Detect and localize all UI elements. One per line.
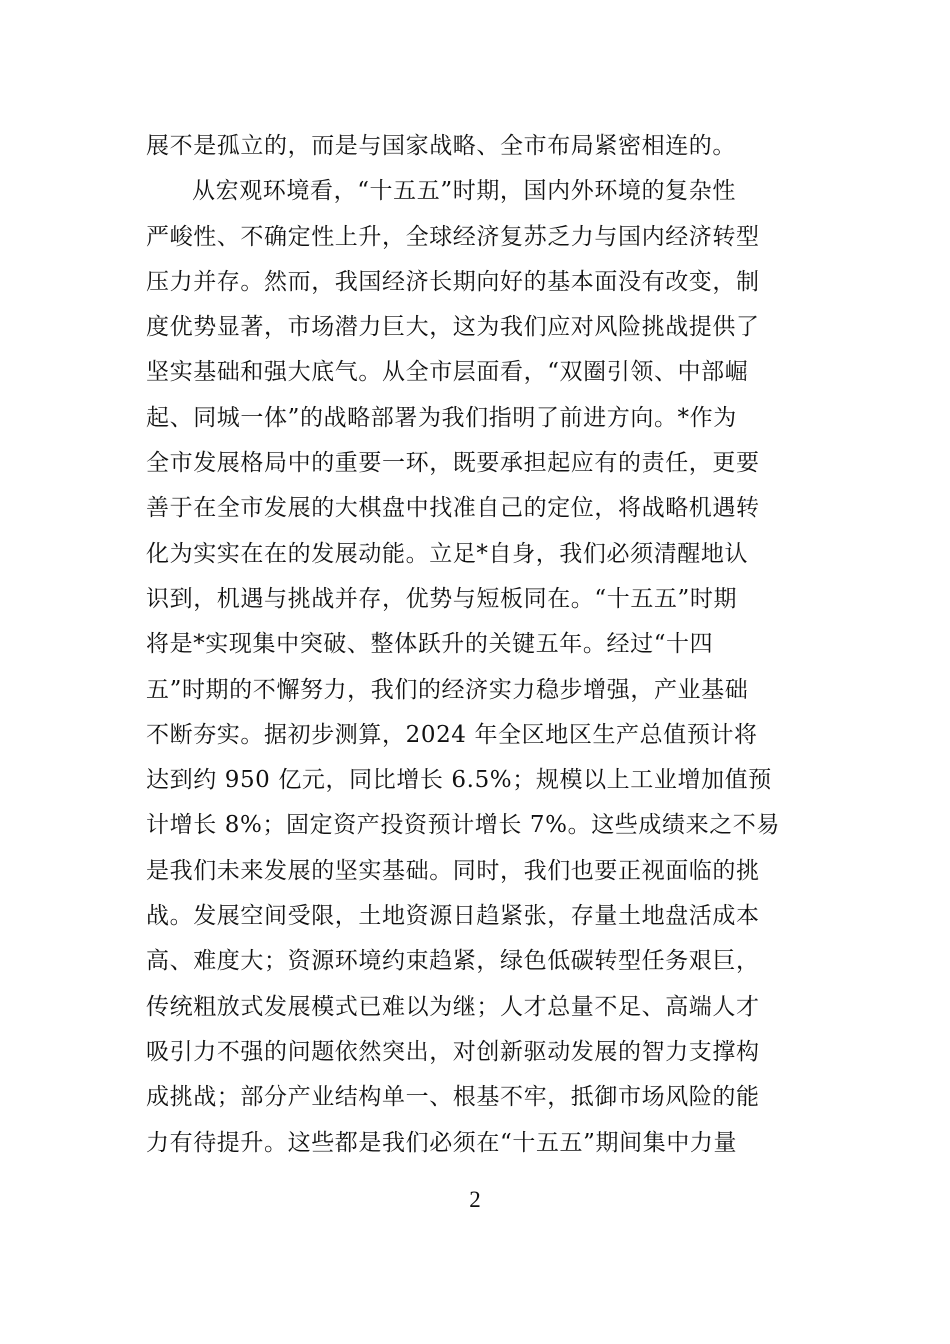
text-line-15: 达到约 950 亿元，同比增长 6.5%；规模以上工业增加值预 bbox=[146, 767, 772, 794]
text-line-8: 全市发展格局中的重要一环，既要承担起应有的责任，更要 bbox=[146, 450, 760, 477]
text-line-23: 力有待提升。这些都是我们必须在“十五五”期间集中力量 bbox=[146, 1129, 738, 1156]
text-line-14: 不断夯实。据初步测算，2024 年全区地区生产总值预计将 bbox=[146, 721, 758, 748]
text-line-22: 成挑战；部分产业结构单一、根基不牢，抵御市场风险的能 bbox=[146, 1084, 760, 1111]
text-line-16: 计增长 8%；固定资产投资预计增长 7%。这些成绩来之不易 bbox=[146, 812, 780, 839]
text-line-1: 展不是孤立的，而是与国家战略、全市布局紧密相连的。 bbox=[146, 133, 736, 159]
text-line-17: 是我们未来发展的坚实基础。同时，我们也要正视面临的挑 bbox=[146, 857, 760, 884]
text-line-3: 严峻性、不确定性上升，全球经济复苏乏力与国内经济转型 bbox=[146, 223, 760, 250]
text-line-11: 识到，机遇与挑战并存，优势与短板同在。“十五五”时期 bbox=[146, 585, 738, 612]
text-line-18: 战。发展空间受限，土地资源日趋紧张，存量土地盘活成本 bbox=[146, 903, 760, 930]
text-line-20: 传统粗放式发展模式已难以为继；人才总量不足、高端人才 bbox=[146, 993, 760, 1020]
text-line-5: 度优势显著，市场潜力巨大，这为我们应对风险挑战提供了 bbox=[146, 314, 760, 341]
text-line-9: 善于在全市发展的大棋盘中找准自己的定位，将战略机遇转 bbox=[146, 495, 760, 522]
text-line-6: 坚实基础和强大底气。从全市层面看，“双圈引领、中部崛 bbox=[146, 359, 749, 386]
text-line-19: 高、难度大；资源环境约束趋紧，绿色低碳转型任务艰巨， bbox=[146, 948, 760, 975]
page-number: 2 bbox=[469, 1187, 481, 1212]
text-line-12: 将是*实现集中突破、整体跃升的关键五年。经过“十四 bbox=[146, 631, 714, 658]
text-line-21: 吸引力不强的问题依然突出，对创新驱动发展的智力支撑构 bbox=[146, 1038, 760, 1065]
text-line-7: 起、同城一体”的战略部署为我们指明了前进方向。*作为 bbox=[146, 404, 737, 431]
text-line-13: 五”时期的不懈努力，我们的经济实力稳步增强，产业基础 bbox=[146, 676, 749, 703]
paragraph-start-line: 从宏观环境看，“十五五”时期，国内外环境的复杂性 bbox=[192, 178, 736, 205]
text-line-10: 化为实实在在的发展动能。立足*自身，我们必须清醒地认 bbox=[146, 540, 749, 567]
body-text bbox=[146, 124, 818, 1166]
text-line-4: 压力并存。然而，我国经济长期向好的基本面没有改变，制 bbox=[146, 268, 760, 295]
